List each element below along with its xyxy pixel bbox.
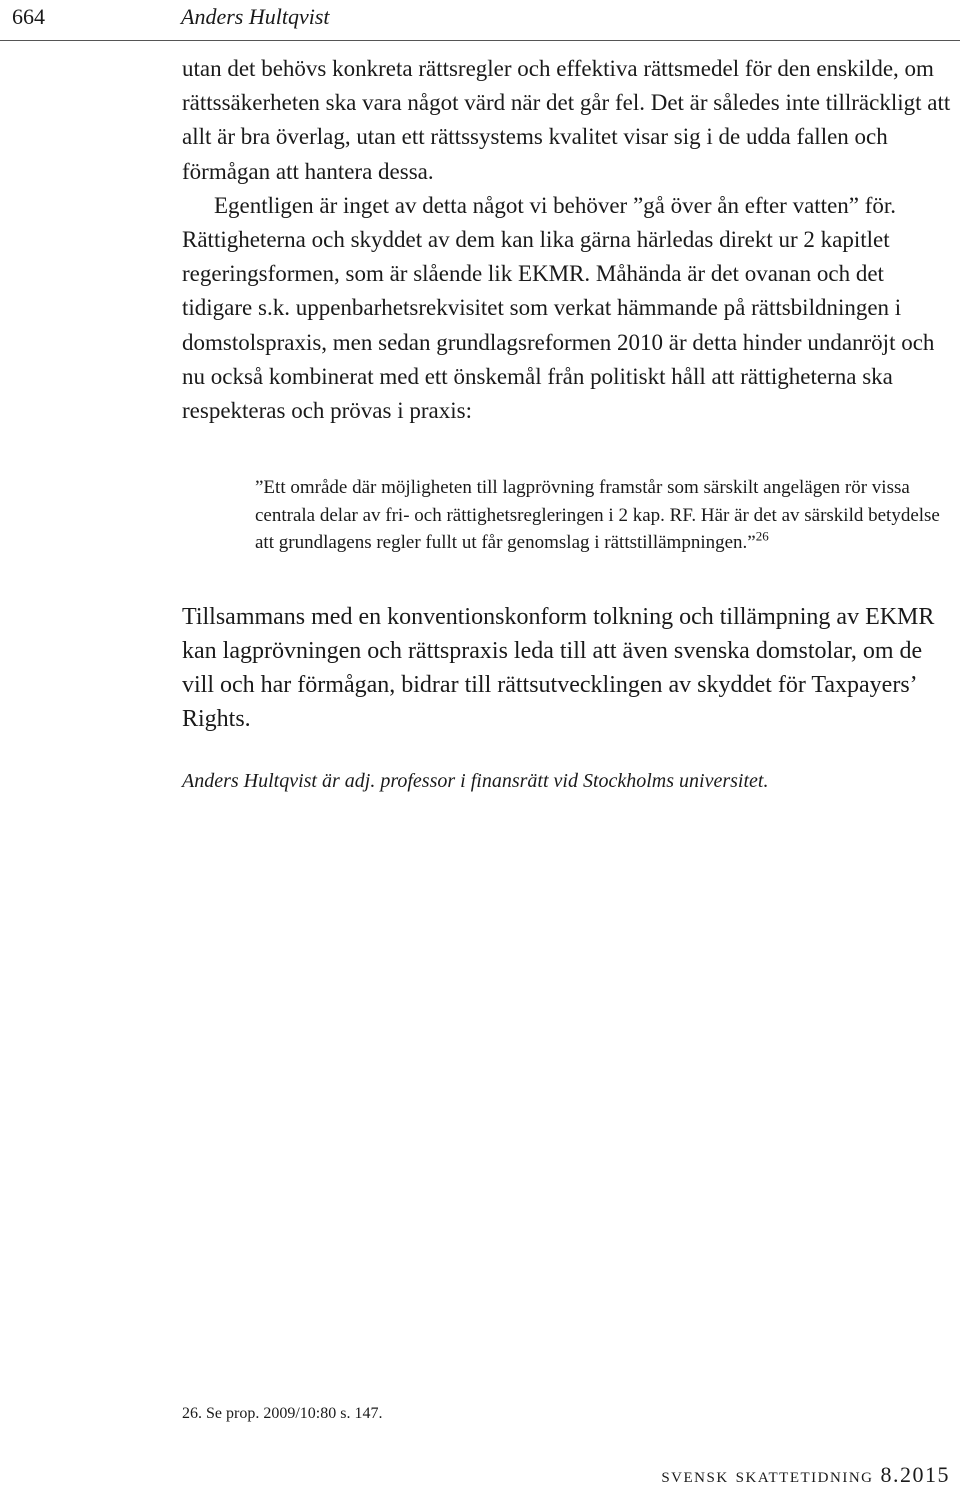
- journal-footer: svensk skattetidning 8.2015: [661, 1462, 950, 1487]
- body-paragraphs: [182, 52, 952, 428]
- page-number: 664: [12, 4, 45, 29]
- page-header: [0, 0, 960, 41]
- paragraph-2: Egentligen är inget av detta något vi behöver ”gå över ån efter vatten” för. Rättigheterna och skyddet av dem kan lika gärna härledas direkt ur 2 kapitlet regeringsformen, som är slående lik EKMR. Måhända är det ovanan och det tidigare s.k. uppenbarhetsrekvisitet som verkat hämmande på rättsbildningen i domstolspraxis, men sedan grundlagsreformen 2010 är detta hinder undanröjt och nu också kombinerat med ett önskemål från politiskt håll att rättigheterna ska respekteras och prövas i praxis:: [182, 192, 935, 424]
- paragraph-3: Tillsammans med en konventionskonform tolkning och tillämpning av EKMR kan lagprövningen och rättspraxis leda till att även svenska domstolar, om de vill och har förmågan, bidrar till rättsutvecklingen av skyddet för Taxpayers’ Rights.: [182, 604, 935, 732]
- running-head-author: Anders Hultqvist: [181, 4, 330, 29]
- paragraph-1: utan det behövs konkreta rättsregler och effektiva rättsmedel för den enskilde, om rättssäkerheten ska vara något värd när det går fel. Det är således inte tillräckligt att allt är bra överlag, utan ett rättssystems kvalitet visar sig i de udda fallen och förmågan att hantera dessa.: [182, 56, 951, 184]
- quote-text: ”Ett område där möjligheten till lagprövning framstår som särskilt angelägen rör vissa centrala delar av fri- och rättighetsregleringen i 2 kap. RF. Här är det av särskild betydelse att grundlagens regler fullt ut får genomslag i rättstillämpningen.”: [255, 477, 940, 554]
- block-quote: [255, 474, 955, 557]
- footnote-ref: 26: [755, 528, 769, 544]
- footnote: 26. Se prop. 2009/10:80 s. 147.: [182, 1405, 383, 1422]
- author-note: Anders Hultqvist är adj. professor i finansrätt vid Stockholms universitet.: [182, 770, 769, 792]
